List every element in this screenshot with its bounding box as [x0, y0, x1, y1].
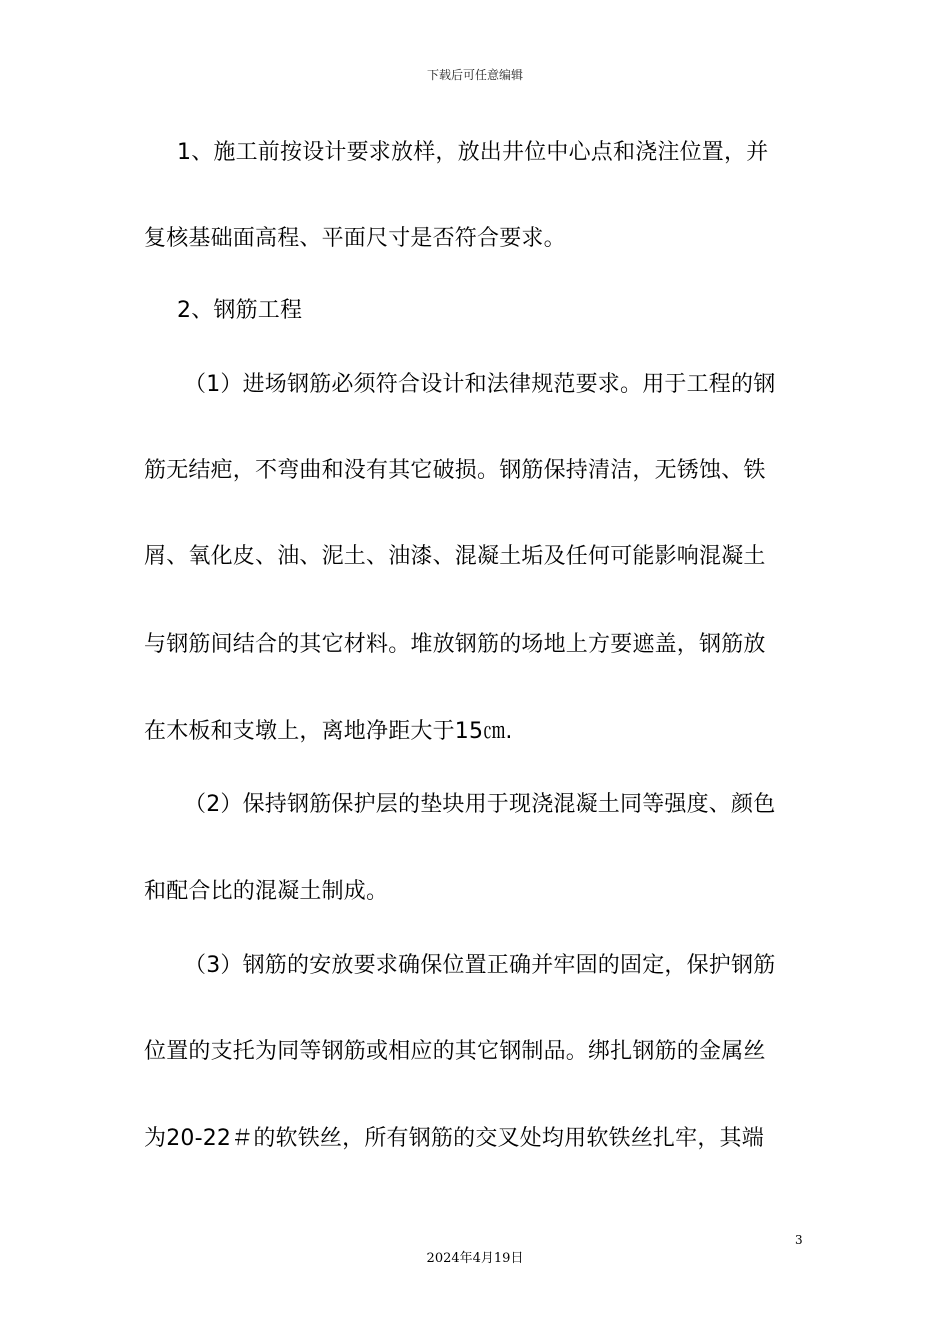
- body-line: （3）钢筋的安放要求确保位置正确并牢固的固定，保护钢筋: [184, 953, 776, 978]
- body-line: （1）进场钢筋必须符合设计和法律规范要求。用于工程的钢: [184, 372, 776, 397]
- page-number: 3: [795, 1233, 803, 1247]
- body-line: 为20-22＃的软铁丝，所有钢筋的交叉处均用软铁丝扎牢，其端: [144, 1126, 764, 1151]
- body-line: 复核基础面高程、平面尺寸是否符合要求。: [144, 226, 566, 251]
- page-header: 下载后可任意编辑: [426, 68, 523, 82]
- section-heading: 2、钢筋工程: [177, 298, 303, 323]
- body-line: 屑、氧化皮、油、泥土、油漆、混凝土垢及任何可能影响混凝土: [144, 544, 766, 569]
- body-line: 与钢筋间结合的其它材料。堆放钢筋的场地上方要遮盖，钢筋放: [144, 632, 766, 657]
- body-line: 1、施工前按设计要求放样，放出井位中心点和浇注位置，并: [177, 140, 769, 165]
- body-line: 筋无结疤，不弯曲和没有其它破损。钢筋保持清洁，无锈蚀、铁: [144, 458, 766, 483]
- body-line: 位置的支托为同等钢筋或相应的其它钢制品。绑扎钢筋的金属丝: [144, 1039, 766, 1064]
- page-footer-date: 2024年4月19日: [426, 1251, 524, 1266]
- body-line: （2）保持钢筋保护层的垫块用于现浇混凝土同等强度、颜色: [184, 792, 776, 817]
- body-line: 和配合比的混凝土制成。: [144, 879, 389, 904]
- body-line: 在木板和支墩上，离地净距大于15㎝.: [144, 719, 513, 744]
